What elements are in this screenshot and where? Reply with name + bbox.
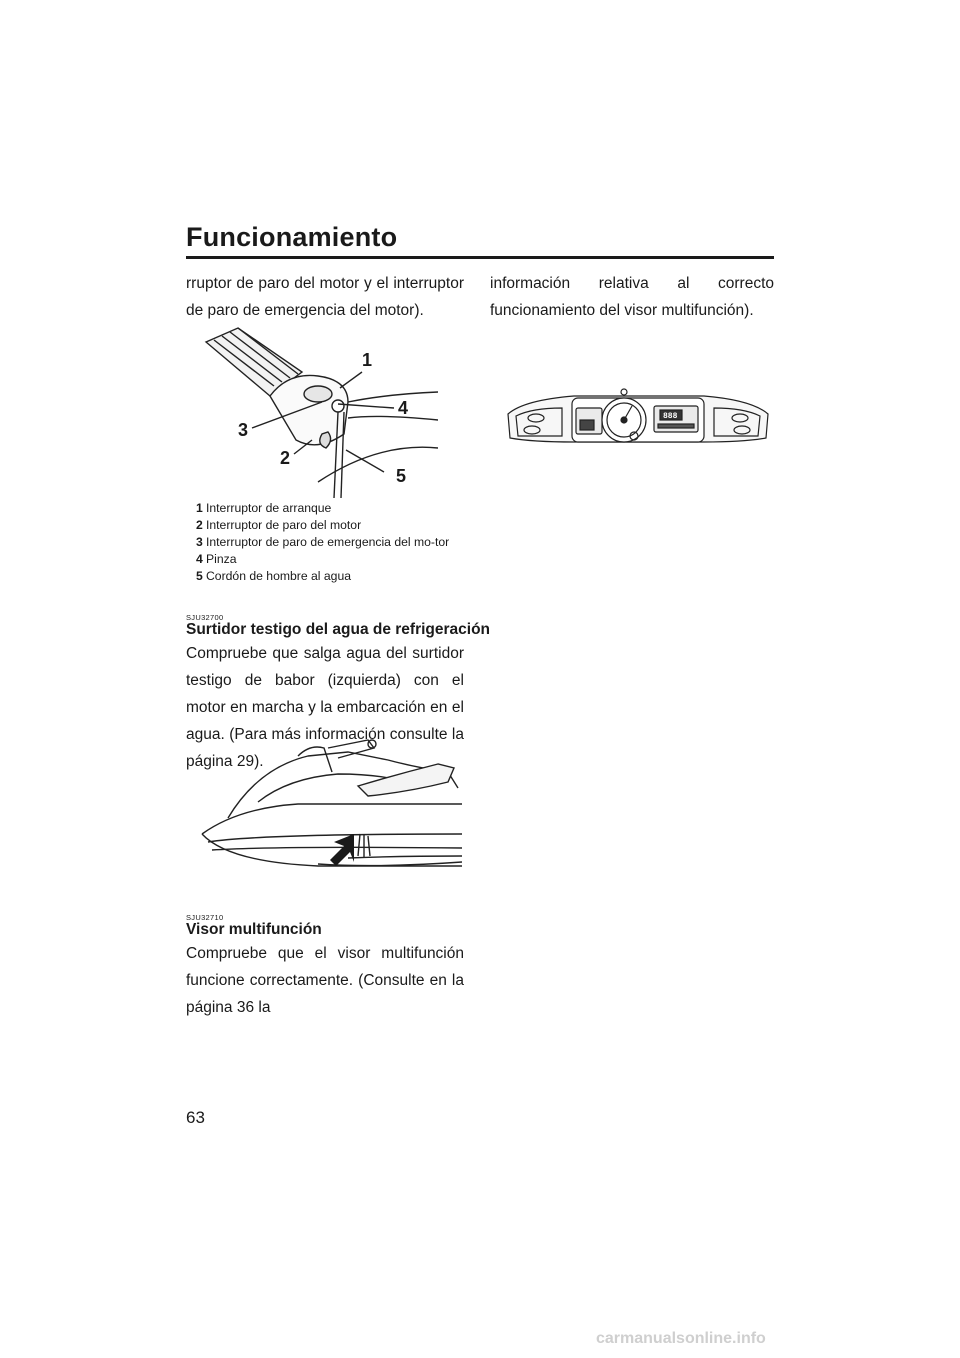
page-number: 63 (186, 1108, 205, 1127)
callout-2: 2 (280, 448, 291, 468)
page-title: Funcionamiento (186, 222, 398, 252)
callout-3: 3 (238, 420, 249, 440)
legend-item: 2 Interruptor de paro del motor (196, 518, 362, 532)
section-body: Compruebe que salga agua del surtidor testigo de babor (izquierda) con el motor en marcha y la embarcación en el agua. (Para más información consulte la página 29). (186, 645, 464, 770)
multifunction-display-figure (504, 384, 772, 458)
continued-paragraph: información relativa al correcto funcionamiento del visor multifunción). (490, 275, 774, 319)
watermark: carmanualsonline.info (596, 1330, 766, 1347)
watercraft-side-figure (198, 738, 462, 890)
callout-4: 4 (398, 398, 409, 418)
display-readout: 888 (663, 412, 678, 421)
handlebar-switches-figure (198, 322, 438, 498)
callout-5: 5 (396, 466, 407, 486)
title-rule (186, 256, 774, 259)
legend-item: 4 Pinza (196, 552, 237, 566)
legend-item: 3 Interruptor de paro de emergencia del mo-tor (196, 535, 450, 549)
legend-item: 5 Cordón de hombre al agua (196, 569, 351, 583)
section-body: Compruebe que el visor multifunción funcione correctamente. (Consulte en la página 36 la (186, 945, 464, 1016)
callout-1: 1 (362, 350, 373, 370)
section-heading: Visor multifunción (186, 921, 322, 938)
section-code: SJU32700 (186, 613, 224, 622)
legend-item: 1 Interruptor de arranque (196, 501, 332, 515)
section-heading: Surtidor testigo del agua de refrigeración (186, 621, 491, 638)
section-code: SJU32710 (186, 913, 224, 922)
figure-legend (196, 500, 466, 585)
intro-paragraph: rruptor de paro del motor y el interruptor de paro de emergencia del motor). (186, 275, 464, 319)
